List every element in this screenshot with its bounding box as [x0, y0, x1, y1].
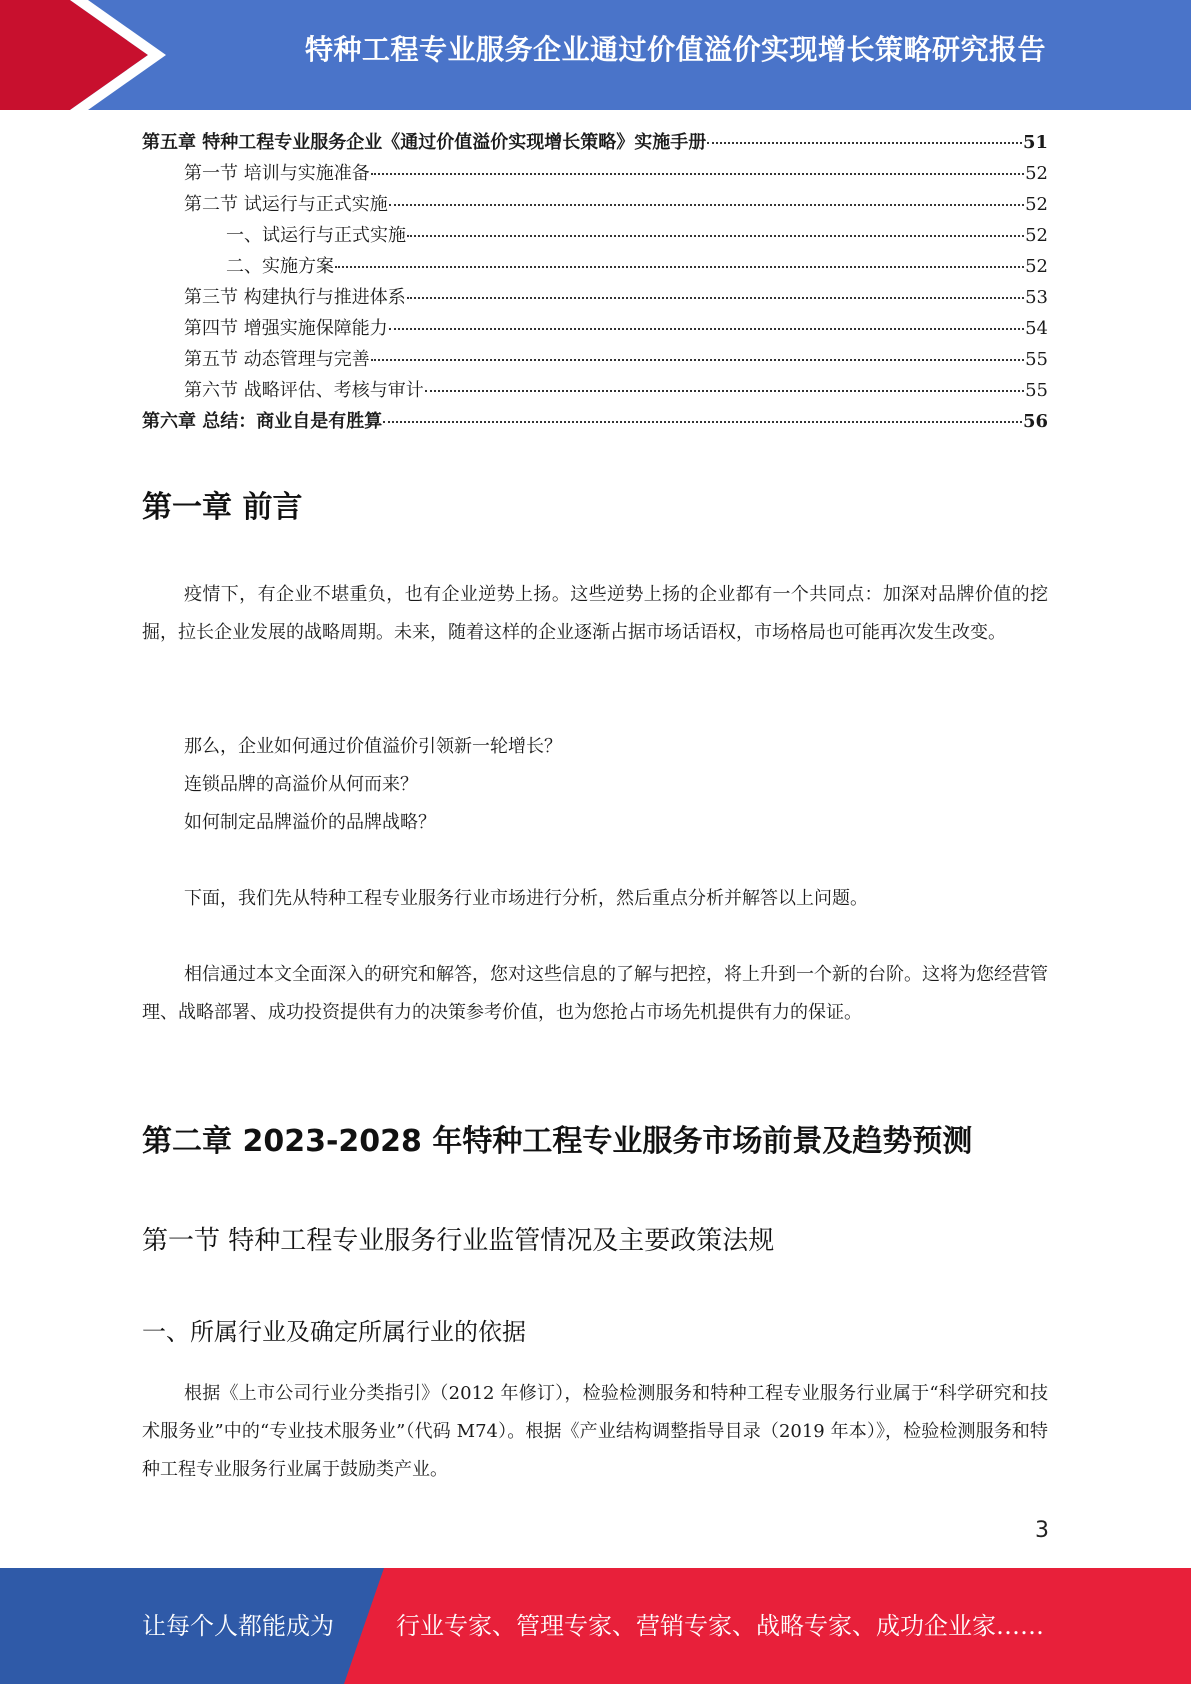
toc-entry[interactable] — [142, 190, 1048, 221]
toc-dot-leader — [389, 204, 1024, 206]
page-footer — [0, 1568, 1191, 1684]
toc-entry-title: 二、实施方案 — [226, 256, 334, 277]
toc-entry-page: 55 — [1025, 380, 1048, 401]
toc-dot-leader — [707, 142, 1022, 144]
toc-dot-leader — [371, 359, 1024, 361]
toc-entry[interactable] — [142, 252, 1048, 283]
toc-entry-page: 52 — [1025, 225, 1048, 246]
toc-entry[interactable] — [142, 159, 1048, 190]
toc-entry-title: 第一节 培训与实施准备 — [184, 163, 370, 184]
toc-entry-title: 第二节 试运行与正式实施 — [184, 194, 388, 215]
toc-entry[interactable] — [142, 376, 1048, 407]
table-of-contents — [142, 128, 1048, 438]
toc-entry-page: 55 — [1025, 349, 1048, 370]
toc-dot-leader — [425, 390, 1024, 392]
toc-entry-title: 第三节 构建执行与推进体系 — [184, 287, 406, 308]
toc-entry-title: 第五节 动态管理与完善 — [184, 349, 370, 370]
toc-entry-page: 56 — [1022, 411, 1048, 432]
footer-slogan-right: 行业专家、管理专家、营销专家、战略专家、成功企业家…… — [396, 1612, 1044, 1640]
chapter2-paragraph-1: 根据《上市公司行业分类指引》（2012 年修订），检验检测服务和特种工程专业服务行业属于“科学研究和技术服务业”中的“专业技术服务业”（代码 M74）。根据《产业结构调整指导目录（2019 年本）》，检验检测服务和特种工程专业服务行业属于鼓励类产业。 — [142, 1383, 1048, 1480]
toc-entry-page: 52 — [1025, 163, 1048, 184]
toc-dot-leader — [371, 173, 1024, 175]
page-number: 3 — [1035, 1518, 1049, 1543]
toc-entry-title: 第六节 战略评估、考核与审计 — [184, 380, 424, 401]
subsection-heading: 一、所属行业及确定所属行业的依据 — [142, 1318, 526, 1346]
page-header — [0, 0, 1191, 110]
report-title: 特种工程专业服务企业通过价值溢价实现增长策略研究报告 — [304, 33, 1046, 66]
question-2: 连锁品牌的高溢价从何而来？ — [184, 774, 418, 795]
toc-dot-leader — [383, 421, 1022, 423]
toc-entry-page: 52 — [1025, 194, 1048, 215]
question-1: 那么，企业如何通过价值溢价引领新一轮增长？ — [184, 736, 562, 757]
toc-dot-leader — [407, 297, 1024, 299]
toc-entry[interactable] — [142, 407, 1048, 438]
chapter2-heading: 第二章 2023-2028 年特种工程专业服务市场前景及趋势预测 — [142, 1124, 973, 1159]
toc-entry[interactable] — [142, 128, 1048, 159]
footer-slogan-left: 让每个人都能成为 — [142, 1612, 334, 1640]
chapter1-paragraph-3: 相信通过本文全面深入的研究和解答，您对这些信息的了解与把控，将上升到一个新的台阶。这将为您经营管理、战略部署、成功投资提供有力的决策参考价值，也为您抢占市场先机提供有力的保证。 — [142, 964, 1048, 1023]
toc-entry[interactable] — [142, 314, 1048, 345]
toc-dot-leader — [335, 266, 1024, 268]
toc-dot-leader — [389, 328, 1024, 330]
toc-entry-page: 51 — [1022, 132, 1048, 153]
toc-entry-title: 第六章 总结：商业自是有胜算 — [142, 411, 383, 432]
toc-entry[interactable] — [142, 283, 1048, 314]
chapter1-heading: 第一章 前言 — [142, 490, 303, 525]
chapter1-paragraph-2: 下面，我们先从特种工程专业服务行业市场进行分析，然后重点分析并解答以上问题。 — [184, 888, 868, 909]
toc-entry-title: 一、试运行与正式实施 — [226, 225, 406, 246]
toc-entry-title: 第五章 特种工程专业服务企业《通过价值溢价实现增长策略》实施手册 — [142, 132, 707, 153]
toc-entry[interactable] — [142, 345, 1048, 376]
toc-entry-page: 53 — [1025, 287, 1048, 308]
toc-entry-page: 54 — [1025, 318, 1048, 339]
toc-dot-leader — [407, 235, 1024, 237]
toc-entry-title: 第四节 增强实施保障能力 — [184, 318, 388, 339]
chapter1-paragraph-1: 疫情下，有企业不堪重负，也有企业逆势上扬。这些逆势上扬的企业都有一个共同点：加深对品牌价值的挖掘，拉长企业发展的战略周期。未来，随着这样的企业逐渐占据市场话语权，市场格局也可能再次发生改变。 — [142, 584, 1048, 643]
toc-entry[interactable] — [142, 221, 1048, 252]
section-heading: 第一节 特种工程专业服务行业监管情况及主要政策法规 — [142, 1226, 775, 1256]
question-3: 如何制定品牌溢价的品牌战略？ — [184, 812, 436, 833]
header-chevron-decoration — [0, 0, 200, 110]
toc-entry-page: 52 — [1025, 256, 1048, 277]
